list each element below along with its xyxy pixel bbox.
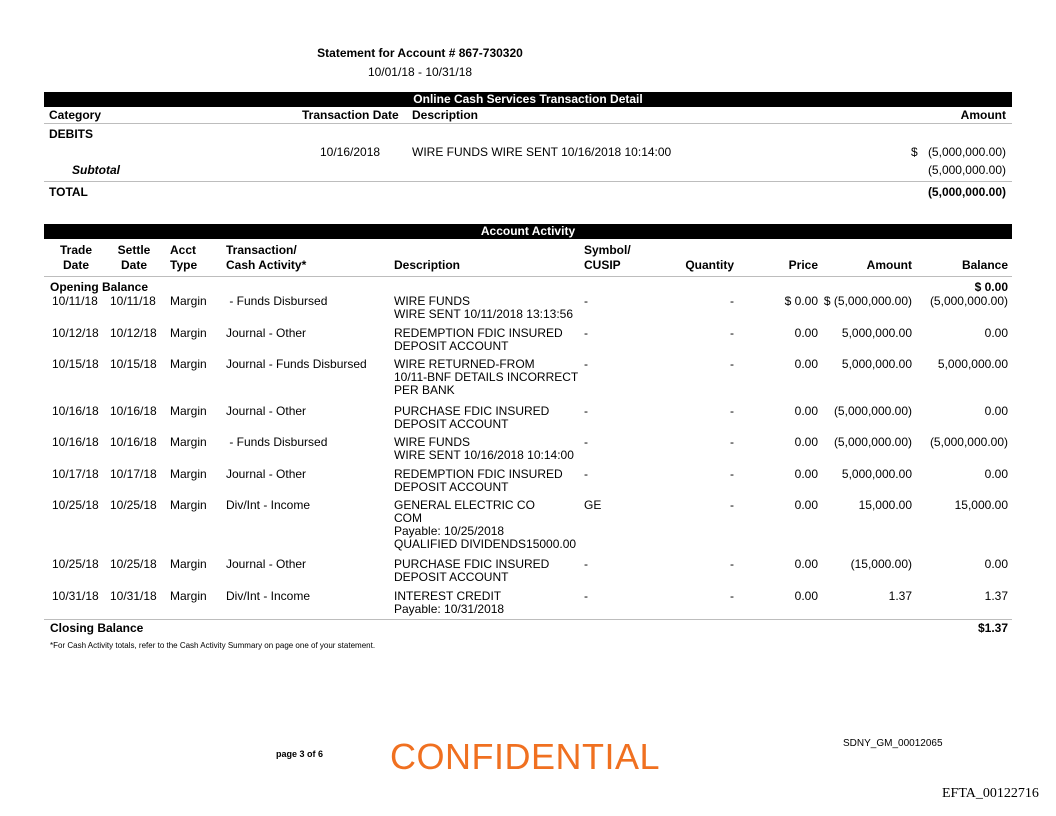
settle-date: 10/12/18 — [110, 326, 157, 340]
col-acct-type-header: Acct Type — [170, 243, 198, 272]
footnote: *For Cash Activity totals, refer to the Cash Activity Summary on page one of your statement. — [50, 641, 376, 650]
transaction-type: Journal - Funds Disbursed — [226, 357, 367, 371]
description-line: PURCHASE FDIC INSURED — [394, 404, 550, 418]
price: 0.00 — [794, 467, 818, 481]
bates-number-efta: EFTA_00122716 — [942, 786, 1039, 801]
description — [394, 558, 584, 584]
description-line: PURCHASE FDIC INSURED — [394, 557, 550, 571]
acct-type: Margin — [170, 326, 207, 340]
settle-date: 10/11/18 — [110, 294, 156, 308]
acct-type: Margin — [170, 404, 207, 418]
transaction-type: - Funds Disbursed — [226, 294, 328, 308]
description-line: COM — [394, 511, 422, 525]
price: 0.00 — [794, 435, 818, 449]
symbol: - — [584, 357, 588, 371]
acct-type: Margin — [170, 467, 207, 481]
description-line: WIRE SENT 10/16/2018 10:14:00 — [394, 448, 574, 462]
amount: (15,000.00) — [850, 557, 912, 571]
trade-date: 10/25/18 — [52, 557, 99, 571]
quantity: - — [730, 589, 734, 603]
subtotal-amount: (5,000,000.00) — [927, 163, 1006, 177]
quantity: - — [730, 557, 734, 571]
description-line: INTEREST CREDIT — [394, 589, 502, 603]
balance: (5,000,000.00) — [929, 435, 1008, 449]
activity-rows — [44, 293, 1012, 620]
quantity: - — [730, 404, 734, 418]
transaction-type: Div/Int - Income — [226, 589, 311, 603]
description-line: DEPOSIT ACCOUNT — [394, 339, 509, 353]
col-description-header: Description — [394, 258, 461, 272]
symbol: - — [584, 467, 588, 481]
description-line: GENERAL ELECTRIC CO — [394, 498, 535, 512]
description — [394, 295, 584, 321]
transaction-type: Journal - Other — [226, 557, 307, 571]
amount: (5,000,000.00) — [833, 404, 912, 418]
description — [394, 327, 584, 353]
settle-date: 10/31/18 — [110, 589, 157, 603]
settle-date: 10/15/18 — [110, 357, 157, 371]
description-line: DEPOSIT ACCOUNT — [394, 570, 509, 584]
description — [394, 405, 584, 431]
description-line: DEPOSIT ACCOUNT — [394, 417, 509, 431]
subtotal-label: Subtotal — [72, 163, 120, 177]
amount: 5,000,000.00 — [841, 467, 912, 481]
price: 0.00 — [794, 589, 818, 603]
debit-currency: $ — [911, 145, 918, 159]
cash-services-section-title: Online Cash Services Transaction Detail — [44, 92, 1012, 107]
acct-type: Margin — [170, 294, 207, 308]
price: 0.00 — [794, 498, 818, 512]
description — [394, 499, 584, 551]
col-trade-date-header: Trade Date — [59, 243, 92, 272]
debit-amount: (5,000,000.00) — [927, 145, 1006, 159]
quantity: - — [730, 294, 734, 308]
balance: 0.00 — [984, 557, 1008, 571]
price: 0.00 — [794, 557, 818, 571]
description-line: QUALIFIED DIVIDENDS15000.00 — [394, 537, 577, 551]
transaction-type: Journal - Other — [226, 404, 307, 418]
divider — [44, 619, 1012, 620]
amount: 5,000,000.00 — [841, 357, 912, 371]
bates-number-sdny: SDNY_GM_00012065 — [843, 738, 943, 749]
settle-date: 10/16/18 — [110, 404, 157, 418]
activity-row — [44, 403, 1012, 434]
description-line: 10/11-BNF DETAILS INCORRECT — [394, 370, 579, 384]
col-description-header: Description — [412, 108, 479, 122]
price: $ 0.00 — [784, 294, 818, 308]
col-amount-header: Amount — [960, 108, 1006, 122]
opening-balance-value: $ 0.00 — [974, 280, 1008, 294]
quantity: - — [730, 467, 734, 481]
price: 0.00 — [794, 404, 818, 418]
transaction-type: - Funds Disbursed — [226, 435, 328, 449]
opening-balance-row — [44, 277, 1012, 292]
amount: 15,000.00 — [858, 498, 912, 512]
activity-section-title: Account Activity — [44, 224, 1012, 239]
activity-row — [44, 356, 1012, 403]
symbol: - — [584, 435, 588, 449]
amount: $ (5,000,000.00) — [823, 294, 912, 308]
col-price-header: Price — [788, 258, 818, 272]
balance: 0.00 — [984, 326, 1008, 340]
balance: 0.00 — [984, 404, 1008, 418]
quantity: - — [730, 326, 734, 340]
statement-period: 10/01/18 - 10/31/18 — [367, 65, 473, 79]
acct-type: Margin — [170, 589, 207, 603]
price: 0.00 — [794, 326, 818, 340]
activity-row — [44, 293, 1012, 325]
acct-type: Margin — [170, 357, 207, 371]
symbol: - — [584, 557, 588, 571]
col-transaction-header: Transaction/ Cash Activity* — [226, 243, 307, 272]
debits-label: DEBITS — [49, 127, 94, 141]
price: 0.00 — [794, 357, 818, 371]
col-settle-date-header: Settle Date — [117, 243, 151, 272]
opening-balance-label: Opening Balance — [50, 280, 149, 294]
description-line: WIRE RETURNED-FROM — [394, 357, 535, 371]
symbol: - — [584, 326, 588, 340]
settle-date: 10/17/18 — [110, 467, 157, 481]
transaction-type: Journal - Other — [226, 467, 307, 481]
acct-type: Margin — [170, 557, 207, 571]
description-line: Payable: 10/31/2018 — [394, 602, 505, 616]
statement-title: Statement for Account # 867-730320 — [317, 46, 523, 60]
description-line: WIRE SENT 10/11/2018 13:13:56 — [394, 307, 573, 321]
description — [394, 436, 584, 462]
activity-row — [44, 466, 1012, 497]
divider — [44, 123, 1012, 124]
description — [394, 468, 584, 494]
symbol: - — [584, 404, 588, 418]
settle-date: 10/25/18 — [110, 498, 157, 512]
closing-balance-label: Closing Balance — [50, 621, 144, 635]
amount: 5,000,000.00 — [841, 326, 912, 340]
activity-row — [44, 588, 1012, 620]
activity-row — [44, 556, 1012, 588]
description-line: REDEMPTION FDIC INSURED — [394, 467, 563, 481]
quantity: - — [730, 357, 734, 371]
trade-date: 10/17/18 — [52, 467, 99, 481]
acct-type: Margin — [170, 435, 207, 449]
transaction-type: Div/Int - Income — [226, 498, 311, 512]
divider — [44, 181, 1012, 182]
balance: 1.37 — [984, 589, 1008, 603]
description-line: REDEMPTION FDIC INSURED — [394, 326, 563, 340]
confidential-stamp: CONFIDENTIAL — [390, 736, 661, 777]
balance: (5,000,000.00) — [929, 294, 1008, 308]
description — [394, 358, 584, 397]
total-label: TOTAL — [49, 185, 88, 199]
symbol: - — [584, 589, 588, 603]
total-amount: (5,000,000.00) — [927, 185, 1006, 199]
quantity: - — [730, 498, 734, 512]
description-line: PER BANK — [394, 383, 455, 397]
description-line: WIRE FUNDS — [394, 294, 470, 308]
trade-date: 10/12/18 — [52, 326, 99, 340]
symbol: GE — [584, 498, 602, 512]
activity-row — [44, 497, 1012, 556]
quantity: - — [730, 435, 734, 449]
balance: 5,000,000.00 — [937, 357, 1008, 371]
description — [394, 590, 584, 616]
trade-date: 10/16/18 — [52, 404, 99, 418]
trade-date: 10/16/18 — [52, 435, 99, 449]
activity-row — [44, 325, 1012, 356]
settle-date: 10/25/18 — [110, 557, 157, 571]
activity-table-header — [44, 242, 1012, 277]
col-category-header: Category — [49, 108, 102, 122]
transaction-type: Journal - Other — [226, 326, 307, 340]
description-line: Payable: 10/25/2018 — [394, 524, 505, 538]
debit-description: WIRE FUNDS WIRE SENT 10/16/2018 10:14:00 — [412, 145, 672, 159]
debit-date: 10/16/2018 — [320, 145, 381, 159]
trade-date: 10/11/18 — [52, 294, 98, 308]
symbol: - — [584, 294, 588, 308]
amount: 1.37 — [888, 589, 912, 603]
activity-table — [44, 242, 1012, 620]
amount: (5,000,000.00) — [833, 435, 912, 449]
col-quantity-header: Quantity — [685, 258, 734, 272]
balance: 15,000.00 — [954, 498, 1008, 512]
description-line: WIRE FUNDS — [394, 435, 470, 449]
balance: 0.00 — [984, 467, 1008, 481]
description-line: DEPOSIT ACCOUNT — [394, 480, 509, 494]
settle-date: 10/16/18 — [110, 435, 157, 449]
closing-balance-value: $1.37 — [977, 621, 1008, 635]
trade-date: 10/15/18 — [52, 357, 99, 371]
page-number: page 3 of 6 — [276, 749, 324, 759]
acct-type: Margin — [170, 498, 207, 512]
trade-date: 10/25/18 — [52, 498, 99, 512]
col-balance-header: Balance — [961, 258, 1008, 272]
col-symbol-header: Symbol/ CUSIP — [584, 243, 631, 272]
trade-date: 10/31/18 — [52, 589, 99, 603]
activity-row — [44, 434, 1012, 466]
col-amount-header: Amount — [866, 258, 912, 272]
col-transaction-date-header: Transaction Date — [302, 108, 399, 122]
